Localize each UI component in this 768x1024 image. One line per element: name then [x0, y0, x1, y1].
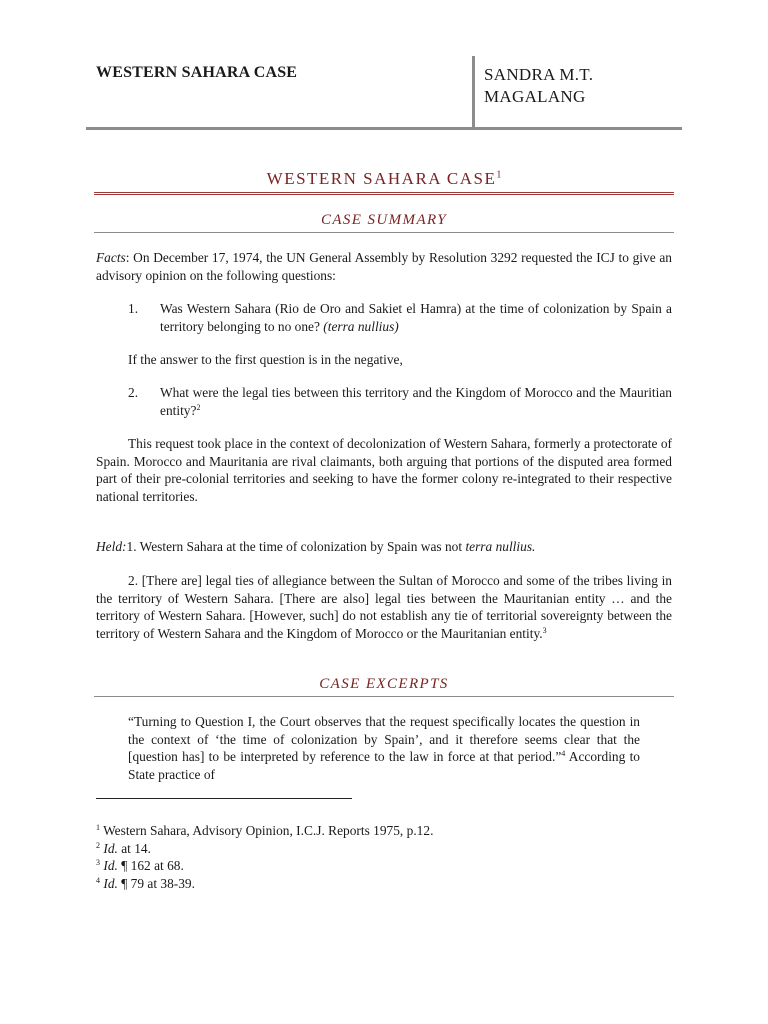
facts-text: : On December 17, 1974, the UN General Assembly by Resolution 3292 requested the ICJ to give an advisory opinion on the following questions:: [96, 250, 672, 283]
footnote-4: [96, 875, 195, 893]
excerpt-footnote-mark: 4: [561, 749, 566, 758]
held-label: Held:: [96, 539, 127, 554]
footnote-4-text: ¶ 79 at 38-39.: [117, 876, 195, 891]
case-summary-rule: [94, 232, 674, 233]
author-line-2: MAGALANG: [484, 87, 586, 106]
footnote-3: [96, 857, 184, 875]
footnote-3-mark: 3: [96, 858, 100, 867]
document-title-text: WESTERN SAHARA CASE: [266, 169, 497, 188]
excerpt-quote-text: “Turning to Question I, the Court observes that the request specifically locates the question in the context of ‘the time of colonization by Spain’, and it therefore seems clear that the [question has] to be interpreted by reference to the law in force at that period.”: [128, 714, 640, 764]
question-1-number: 1.: [128, 301, 139, 316]
facts-paragraph: [96, 249, 672, 284]
title-rule-upper: [94, 192, 674, 193]
document-title: [94, 169, 674, 189]
question-2-number: 2.: [128, 385, 139, 400]
footnote-3-italic: Id.: [103, 858, 118, 873]
header-divider-horizontal: [86, 127, 682, 130]
question-1: [160, 300, 672, 335]
excerpt-quote-tail: According to State practice of: [128, 749, 640, 782]
footnote-2-mark: 2: [96, 841, 100, 850]
question-1-text: Was Western Sahara (Rio de Oro and Sakiet el Hamra) at the time of colonization by Spain a territory belonging to no one?: [160, 301, 672, 334]
question-2-footnote-mark: 2: [196, 402, 201, 412]
author-line-1: SANDRA M.T.: [484, 65, 594, 84]
conditional-line: If the answer to the first question is in the negative,: [128, 352, 403, 367]
footnote-4-italic: Id.: [103, 876, 118, 891]
title-rule-lower: [94, 194, 674, 195]
question-2: [160, 384, 672, 419]
footnote-4-mark: 4: [96, 876, 100, 885]
question-1-italic: (terra nullius): [323, 318, 399, 334]
footnote-1: [96, 822, 433, 840]
header-divider-vertical: [472, 56, 475, 129]
case-excerpts-heading: CASE EXCERPTS: [319, 676, 449, 692]
held-2-text: 2. [There are] legal ties of allegiance between the Sultan of Morocco and some of the tribes living in the territory of Western Sahara. [There are also] legal ties between the Mauritanian entity … and the territory of Western Sahara. [However, such] do not establish any tie of territorial sovereignty between the territory of Western Sahara and the Kingdom of Morocco or the Mauritanian entity.: [96, 573, 672, 641]
footnote-3-text: ¶ 162 at 68.: [117, 858, 184, 873]
facts-label: Facts: [96, 250, 126, 265]
footnote-2: [96, 840, 151, 858]
footnote-separator: [96, 798, 352, 799]
held-2-paragraph: [96, 572, 672, 642]
excerpt-quote: [128, 713, 640, 783]
case-summary-heading: CASE SUMMARY: [320, 212, 448, 228]
running-header-author: [484, 64, 664, 108]
running-header-title: WESTERN SAHARA CASE: [96, 64, 298, 81]
footnote-2-italic: Id.: [103, 841, 118, 856]
title-footnote-mark: 1: [496, 169, 502, 181]
held-line: [96, 538, 672, 556]
question-2-text: What were the legal ties between this territory and the Kingdom of Morocco and the Mauritian entity?: [160, 385, 672, 418]
case-excerpts-rule: [94, 696, 674, 697]
footnote-1-text: Western Sahara, Advisory Opinion, I.C.J. Reports 1975, p.12.: [100, 823, 434, 838]
footnote-1-mark: 1: [96, 823, 100, 832]
held-1-italic: terra nullius.: [465, 539, 536, 554]
held-2-footnote-mark: 3: [542, 625, 547, 635]
context-paragraph: This request took place in the context of decolonization of Western Sahara, formerly a protectorate of Spain. Morocco and Mauritania are rival claimants, both arguing that portions of the disputed area formed part of their pre-colonial territories and seeking to have the former colony re-integrated to their respective national territories.: [96, 436, 672, 504]
footnote-2-text: at 14.: [117, 841, 151, 856]
held-1-text: 1. Western Sahara at the time of colonization by Spain was not: [126, 539, 466, 554]
